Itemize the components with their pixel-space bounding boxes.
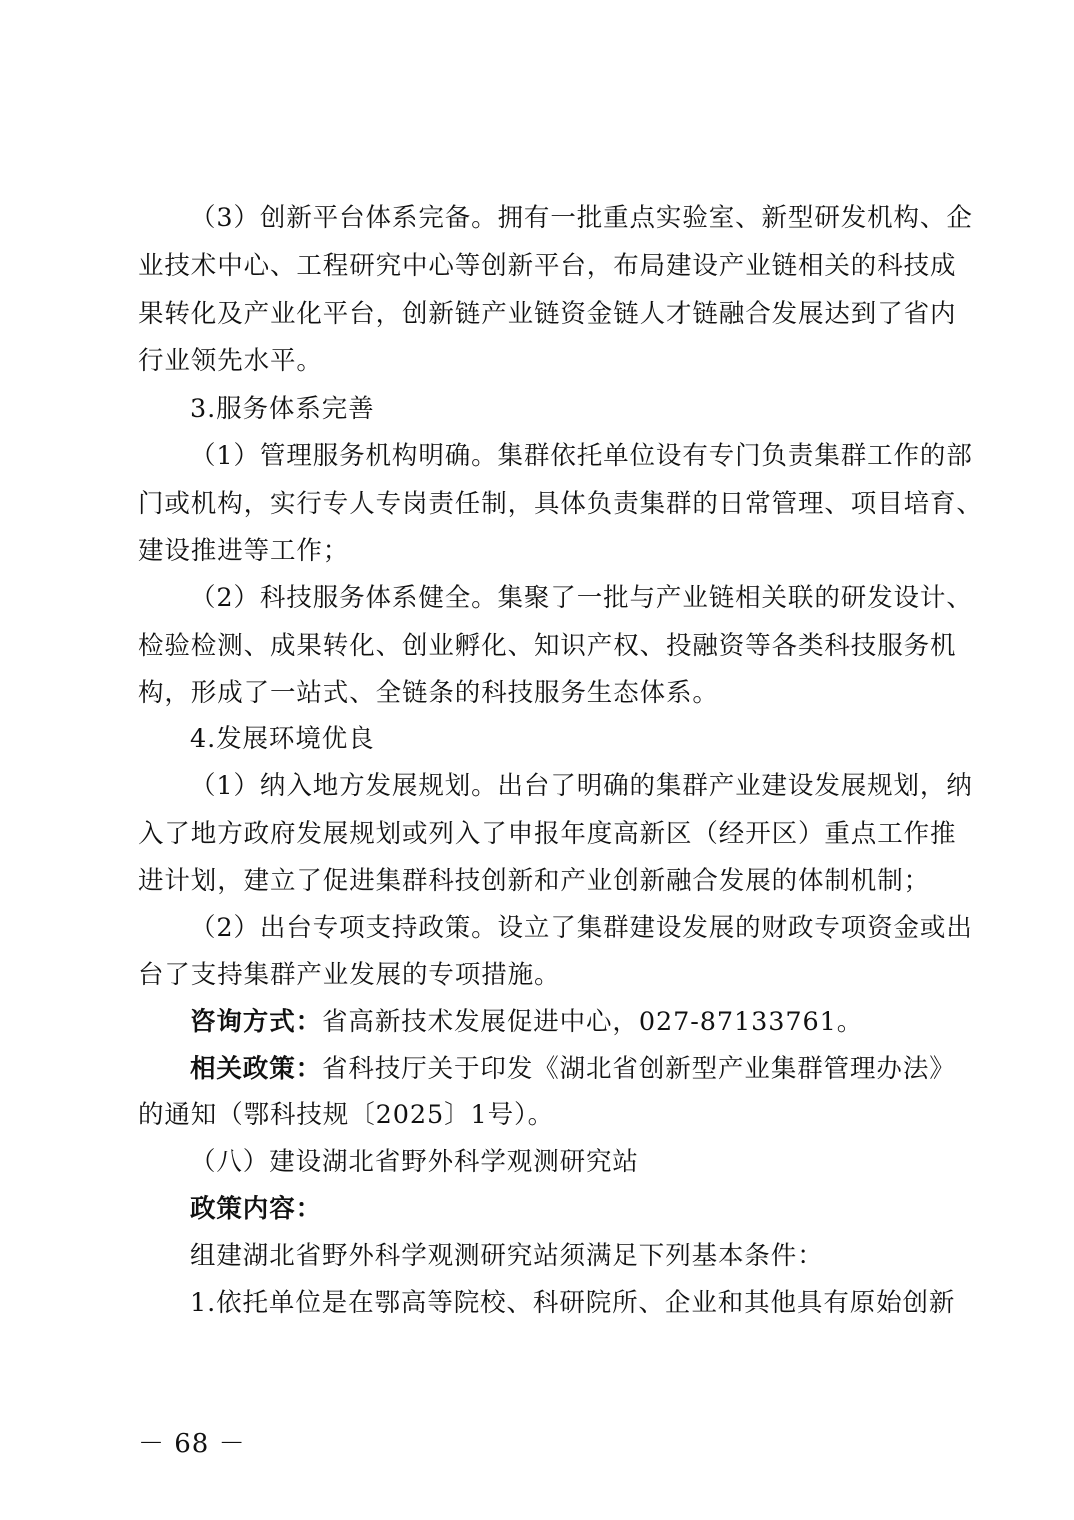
text-line: 入了地方政府发展规划或列入了申报年度高新区（经开区）重点工作推 [138, 819, 957, 849]
policy-text: 省科技厅关于印发《湖北省创新型产业集群管理办法》 [322, 1054, 956, 1084]
consult-text: 省高新技术发展促进中心，027-87133761。 [322, 1007, 864, 1037]
text-line: 检验检测、成果转化、创业孵化、知识产权、投融资等各类科技服务机 [138, 631, 957, 661]
policy-text-continued: 的通知（鄂科技规〔2025〕1号）。 [138, 1100, 555, 1130]
text-line: 果转化及产业化平台，创新链产业链资金链人才链融合发展达到了省内 [138, 299, 957, 329]
text-line: 门或机构，实行专人专岗责任制，具体负责集群的日常管理、项目培育、 [138, 489, 983, 519]
text-line: （2）科技服务体系健全。集聚了一批与产业链相关联的研发设计、 [190, 583, 973, 613]
section-heading: 4.发展环境优良 [190, 724, 375, 754]
text-line: 进计划，建立了促进集群科技创新和产业创新融合发展的体制机制； [138, 866, 931, 896]
section-heading: （八）建设湖北省野外科学观测研究站 [190, 1147, 639, 1177]
text-line: 构，形成了一站式、全链条的科技服务生态体系。 [138, 678, 719, 708]
text-line: 行业领先水平。 [138, 346, 323, 376]
consult-label: 咨询方式： [190, 1007, 323, 1037]
section-heading: 3.服务体系完善 [190, 394, 375, 424]
text-line: 建设推进等工作； [138, 536, 350, 566]
consult-line [190, 1002, 863, 1042]
policy-label: 相关政策： [190, 1054, 323, 1084]
text-line: 业技术中心、工程研究中心等创新平台，布局建设产业链相关的科技成 [138, 251, 957, 281]
policy-line [190, 1049, 956, 1089]
text-line: 1.依托单位是在鄂高等院校、科研院所、企业和其他具有原始创新 [190, 1288, 956, 1318]
text-line: （3）创新平台体系完备。拥有一批重点实验室、新型研发机构、企 [190, 203, 973, 233]
text-line: （1）管理服务机构明确。集群依托单位设有专门负责集群工作的部 [190, 441, 973, 471]
policy-content-label: 政策内容： [190, 1194, 323, 1224]
page-number: － 68 － [138, 1429, 246, 1459]
text-line: 台了支持集群产业发展的专项措施。 [138, 960, 561, 990]
text-line: （2）出台专项支持政策。设立了集群建设发展的财政专项资金或出 [190, 913, 973, 943]
text-line: 组建湖北省野外科学观测研究站须满足下列基本条件： [190, 1241, 824, 1271]
text-line: （1）纳入地方发展规划。出台了明确的集群产业建设发展规划，纳 [190, 771, 973, 801]
